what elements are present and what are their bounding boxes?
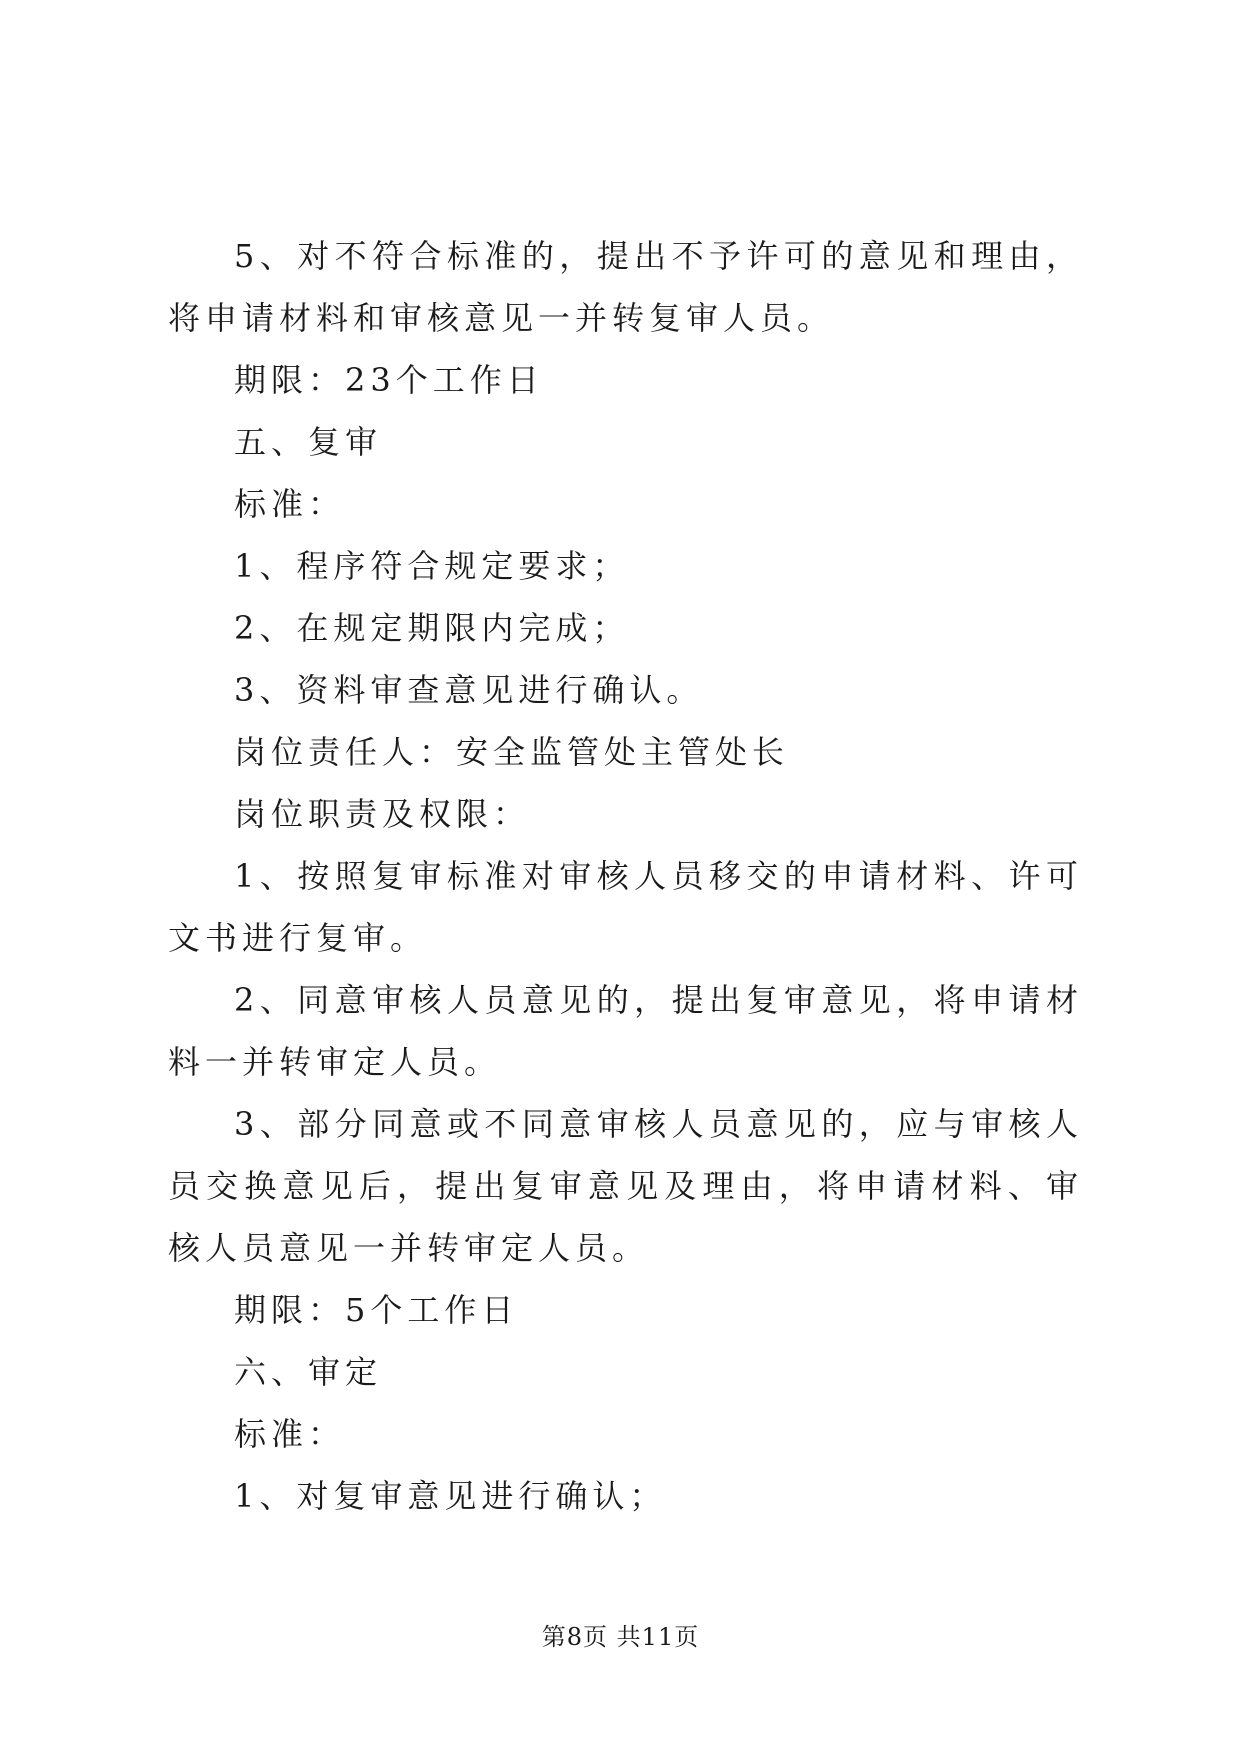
paragraph: 岗位职责及权限： [234, 795, 531, 833]
paragraph: 期限：5个工作日 [234, 1291, 519, 1329]
paragraph: 期限：23个工作日 [234, 361, 544, 399]
list-item: 1、对复审意见进行确认； [234, 1477, 667, 1515]
paragraph: 岗位责任人：安全监管处主管处长 [234, 733, 790, 771]
paragraph: 标准： [234, 485, 346, 523]
paragraph: 5、对不符合标准的，提出不予许可的意见和理由，将申请材料和审核意见一并转复审人员。 [168, 237, 1083, 337]
list-item: 1、按照复审标准对审核人员移交的申请材料、许可文书进行复审。 [168, 857, 1083, 957]
document-body [168, 225, 1083, 1527]
list-item: 1、程序符合规定要求； [234, 547, 630, 585]
section-heading: 六、审定 [234, 1353, 383, 1391]
list-item: 2、同意审核人员意见的，提出复审意见，将申请材料一并转审定人员。 [168, 981, 1083, 1081]
list-item: 3、资料审查意见进行确认。 [234, 671, 704, 709]
paragraph: 标准： [234, 1415, 346, 1453]
section-heading: 五、复审 [234, 423, 383, 461]
list-item: 2、在规定期限内完成； [234, 609, 630, 647]
page-number-footer: 第8页 共11页 [541, 1623, 700, 1651]
list-item: 3、部分同意或不同意审核人员意见的，应与审核人员交换意见后，提出复审意见及理由，将申请材料、审核人员意见一并转审定人员。 [168, 1105, 1083, 1267]
